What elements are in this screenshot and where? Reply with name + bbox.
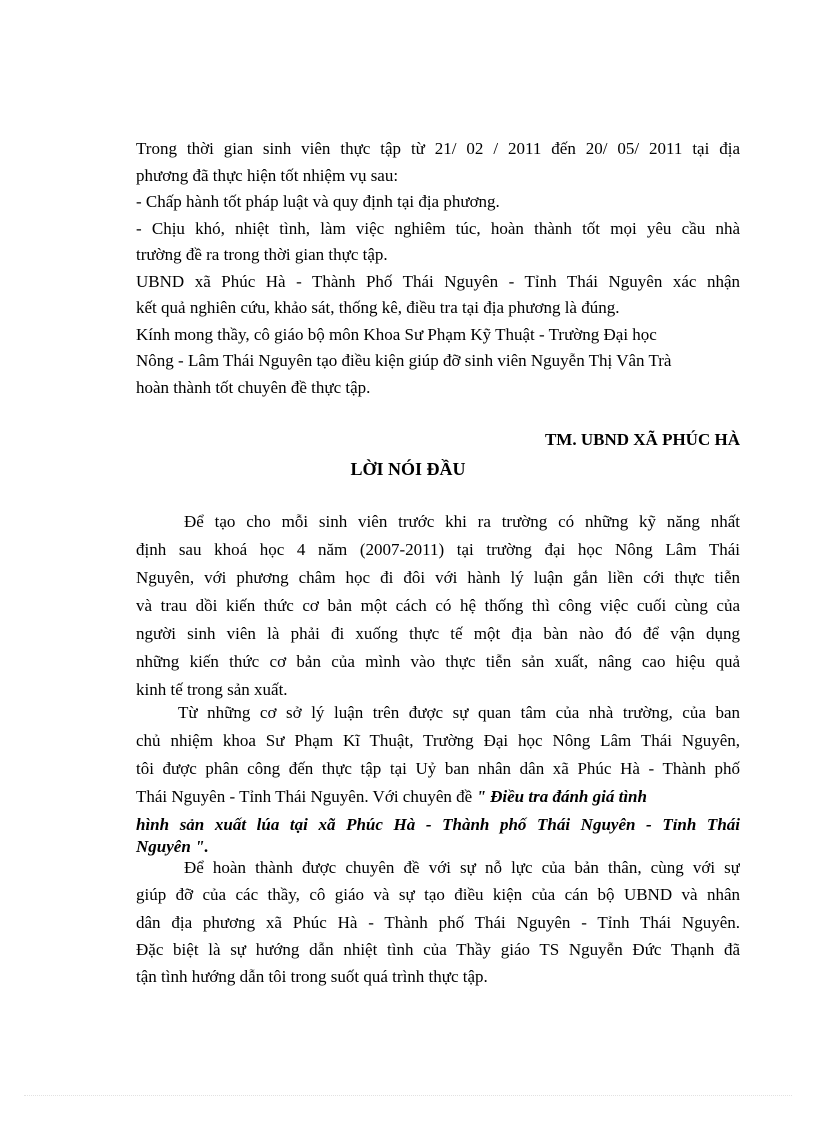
cert-line-8: Kính mong thầy, cô giáo bộ môn Khoa Sư Phạm Kỹ Thuật - Trường Đại học	[136, 325, 657, 344]
intro-p3-line: Đặc biệt là sự hướng dẫn nhiệt tình của Thầy giáo TS Nguyễn Đức Thạnh đã	[136, 940, 740, 959]
intro-p2-line	[136, 787, 740, 807]
cert-line-9: Nông - Lâm Thái Nguyên tạo điều kiện giúp đỡ sinh viên Nguyễn Thị Vân Trà	[136, 351, 672, 370]
intro-p1-line: người sinh viên là phải đi xuống thực tế một địa bàn nào đó để vận dụng	[136, 624, 740, 643]
intro-p3-line: Để hoàn thành được chuyên đề với sự nỗ lực của bản thân, cùng với sự	[184, 858, 740, 877]
topic-title-start: " Điều tra đánh giá tình	[476, 787, 647, 806]
cert-line-1: Trong thời gian sinh viên thực tập từ 21/ 02 / 2011 đến 20/ 05/ 2011 tại địa	[136, 139, 740, 158]
cert-line-10: hoàn thành tốt chuyên đề thực tập.	[136, 378, 371, 397]
intro-p1-line: kinh tế trong sản xuất.	[136, 680, 288, 699]
cert-line-4: - Chịu khó, nhiệt tình, làm việc nghiêm túc, hoàn thành tốt mọi yêu cầu nhà	[136, 219, 740, 238]
footer-divider	[24, 1095, 792, 1096]
intro-p1-line: Nguyên, với phương châm học đi đôi với hành lý luận gắn liền cới thực tiễn	[136, 568, 740, 587]
cert-line-5: trường đề ra trong thời gian thực tập.	[136, 245, 388, 264]
topic-title-line: hình sản xuất lúa tại xã Phúc Hà - Thành phố Thái Nguyên - Tỉnh Thái	[136, 815, 740, 834]
intro-p1-line: những kiến thức cơ bản của mình vào thực tiễn sản xuất, nâng cao hiệu quả	[136, 652, 740, 671]
intro-p2-line: Từ những cơ sở lý luận trên được sự quan tâm của nhà trường, của ban	[178, 703, 740, 722]
topic-title-end: Nguyên ".	[136, 837, 209, 856]
cert-line-7: kết quả nghiên cứu, khảo sát, thống kê, điều tra tại địa phương là đúng.	[136, 298, 620, 317]
signature-block: TM. UBND XÃ PHÚC HÀ	[544, 430, 740, 449]
intro-p1-line: định sau khoá học 4 năm (2007-2011) tại trường đại học Nông Lâm Thái	[136, 540, 740, 559]
intro-p3-line: tận tình hướng dẫn tôi trong suốt quá trình thực tập.	[136, 967, 488, 986]
intro-p2-text: Thái Nguyên - Tỉnh Thái Nguyên. Với chuyên đề	[136, 787, 477, 806]
cert-line-3: - Chấp hành tốt pháp luật và quy định tại địa phương.	[136, 192, 500, 211]
cert-line-2: phương đã thực hiện tốt nhiệm vụ sau:	[136, 166, 399, 185]
intro-p3-line: dân địa phương xã Phúc Hà - Thành phố Thái Nguyên - Tỉnh Thái Nguyên.	[136, 913, 740, 932]
intro-p3-line: giúp đỡ của các thầy, cô giáo và sự tạo điều kiện của cán bộ UBND và nhân	[136, 885, 740, 904]
cert-line-6: UBND xã Phúc Hà - Thành Phố Thái Nguyên - Tỉnh Thái Nguyên xác nhận	[136, 272, 740, 291]
page-title: LỜI NÓI ĐẦU	[350, 459, 466, 479]
intro-p2-line: tôi được phân công đến thực tập tại Uỷ ban nhân dân xã Phúc Hà - Thành phố	[136, 759, 740, 778]
intro-p1-line: Để tạo cho mỗi sinh viên trước khi ra trường có những kỹ năng nhất	[184, 512, 740, 531]
intro-p1-line: và trau dồi kiến thức cơ bản một cách có hệ thống thì công việc cuối cùng của	[136, 596, 740, 615]
intro-p2-line: chủ nhiệm khoa Sư Phạm Kĩ Thuật, Trường Đại học Nông Lâm Thái Nguyên,	[136, 731, 740, 750]
